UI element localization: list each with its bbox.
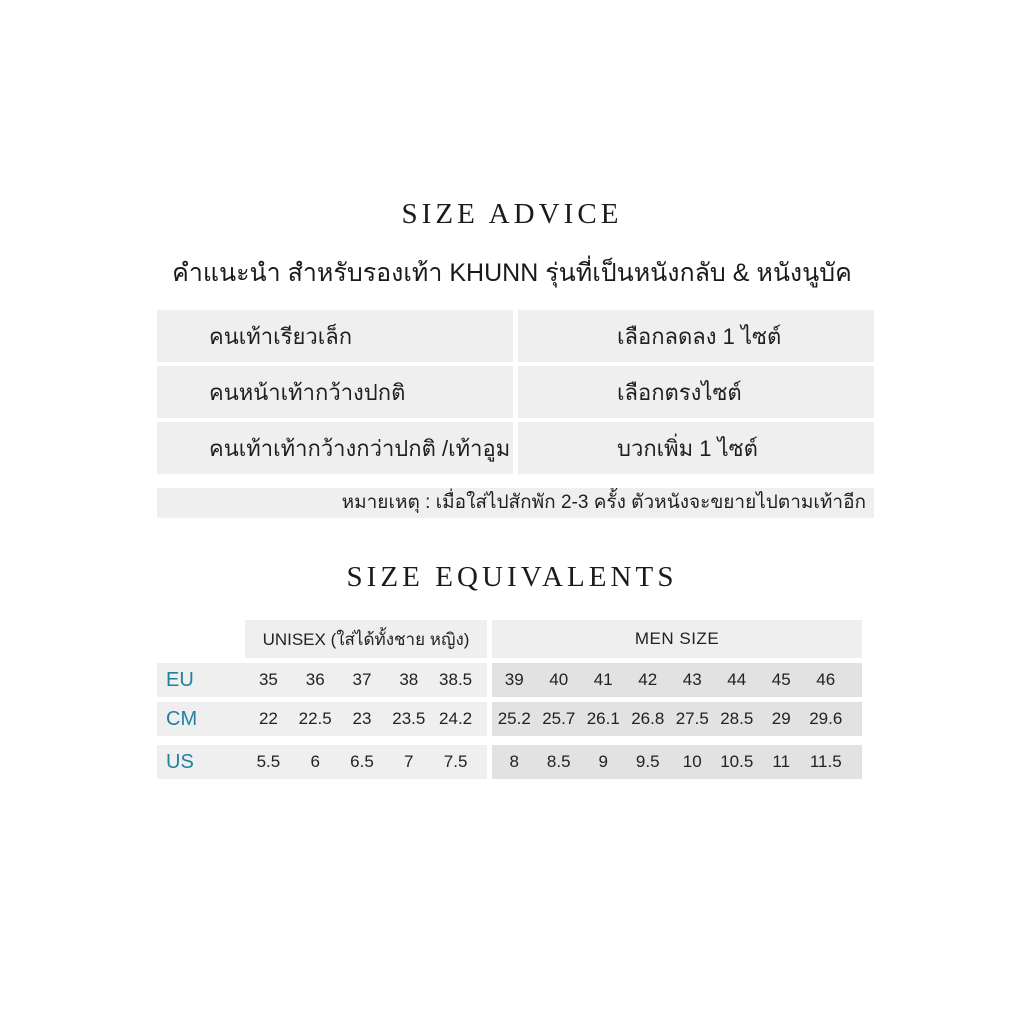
- size-value: 11.5: [809, 752, 842, 771]
- unisex-header: UNISEX (ใส่ได้ทั้งชาย หญิง): [245, 620, 487, 658]
- size-value: 6: [310, 752, 320, 771]
- advice-table: [157, 310, 874, 518]
- size-value: 7: [404, 752, 414, 771]
- size-value: 8.5: [546, 752, 571, 771]
- size-value: 40: [549, 670, 569, 689]
- size-value: 38: [399, 670, 419, 689]
- size-value: 43: [682, 670, 702, 689]
- size-value: 10.5: [720, 752, 754, 771]
- size-value: 9.5: [635, 752, 660, 771]
- size-row-eu: [157, 663, 862, 697]
- size-table-header-row: [157, 620, 862, 658]
- size-equivalents-table: [157, 620, 862, 779]
- size-value: 26.8: [631, 709, 665, 728]
- size-value: 6.5: [350, 752, 374, 771]
- size-row-unisex-block: [157, 663, 487, 697]
- size-value: 44: [727, 670, 747, 689]
- men-values: [492, 745, 862, 779]
- size-value: 42: [638, 670, 658, 689]
- advice-recommendation: เลือกลดลง 1 ไซต์: [518, 310, 874, 362]
- size-value: 23.5: [392, 709, 426, 728]
- unisex-values: [245, 663, 487, 697]
- size-value: 5.5: [256, 752, 281, 771]
- size-advice-title: SIZE ADVICE: [401, 198, 623, 230]
- row-label-cm: CM: [166, 708, 198, 730]
- advice-recommendation: เลือกตรงไซต์: [518, 366, 874, 418]
- size-value: 27.5: [675, 709, 709, 728]
- size-value: 22.5: [298, 709, 332, 728]
- size-value: 10: [682, 752, 702, 771]
- size-value: 28.5: [720, 709, 754, 728]
- size-row-cm: [157, 702, 862, 736]
- size-value: 38.5: [439, 670, 473, 689]
- size-value: 35: [258, 670, 278, 689]
- advice-row: [157, 366, 874, 418]
- advice-condition: คนเท้าเรียวเล็ก: [157, 310, 513, 362]
- size-row-unisex-block: [157, 702, 487, 736]
- size-value: 11: [772, 752, 791, 771]
- size-value: 25.2: [497, 709, 531, 728]
- row-label-eu: EU: [166, 669, 194, 691]
- size-value: 8: [509, 752, 519, 771]
- size-value: 39: [504, 670, 524, 689]
- size-value: 29.6: [809, 709, 843, 728]
- size-value: 41: [593, 670, 613, 689]
- size-value: 25.7: [542, 709, 576, 728]
- size-value: 22: [258, 709, 278, 728]
- size-row-us: [157, 745, 862, 779]
- size-equivalents-title: SIZE EQUIVALENTS: [346, 561, 678, 593]
- size-value: 46: [816, 670, 836, 689]
- size-advice-subtitle: คำแนะนำ สำหรับรองเท้า KHUNN รุ่นที่เป็นหนังกลับ & หนังนูบัค: [172, 259, 852, 287]
- unisex-values: [245, 702, 487, 736]
- size-value: 29: [771, 709, 791, 728]
- advice-condition: คนหน้าเท้ากว้างปกติ: [157, 366, 513, 418]
- size-value: 37: [352, 670, 372, 689]
- advice-row: [157, 310, 874, 362]
- men-values: [492, 702, 862, 736]
- size-value: 26.1: [586, 709, 620, 728]
- size-value: 24.2: [439, 709, 473, 728]
- size-value: 45: [771, 670, 791, 689]
- size-row-unisex-block: [157, 745, 487, 779]
- size-value: 23: [352, 709, 372, 728]
- unisex-values: [245, 745, 487, 779]
- advice-row: [157, 422, 874, 474]
- men-size-header: MEN SIZE: [492, 620, 862, 658]
- advice-condition: คนเท้าเท้ากว้างกว่าปกติ /เท้าอูม: [157, 422, 513, 474]
- size-value: 9: [598, 752, 608, 771]
- size-value: 36: [305, 670, 325, 689]
- size-value: 7.5: [443, 752, 468, 771]
- advice-recommendation: บวกเพิ่ม 1 ไซต์: [518, 422, 874, 474]
- advice-note: หมายเหตุ : เมื่อใส่ไปสักพัก 2-3 ครั้ง ตัวหนังจะขยายไปตามเท้าอีก: [157, 488, 874, 518]
- men-values: [492, 663, 862, 697]
- row-label-us: US: [166, 751, 194, 773]
- header-spacer: [157, 620, 245, 658]
